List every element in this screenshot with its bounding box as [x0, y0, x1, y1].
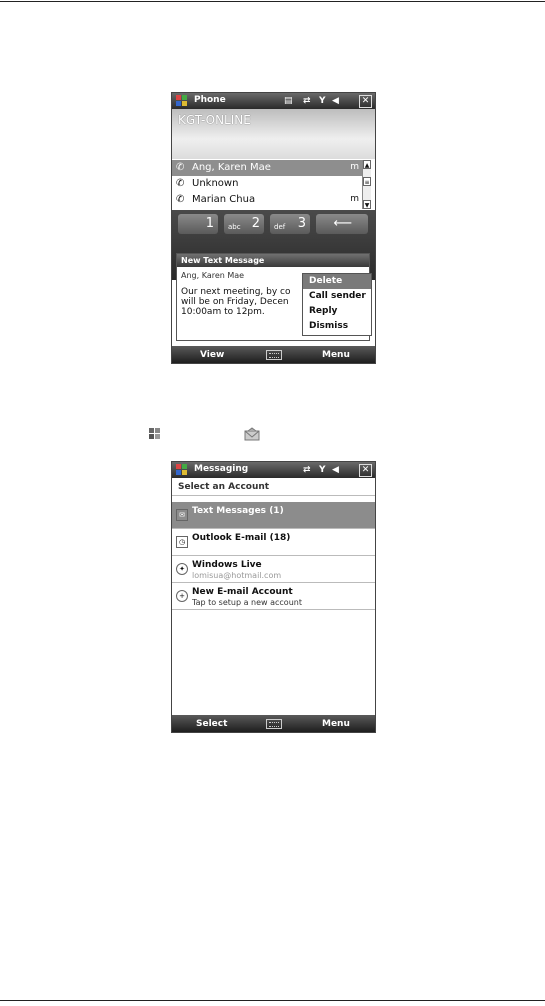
key-3[interactable]: def 3	[270, 214, 310, 234]
key-1[interactable]: 1	[178, 214, 218, 234]
top-rule	[0, 1, 545, 2]
close-icon[interactable]: ✕	[359, 95, 372, 108]
outlook-icon: ◷	[176, 536, 188, 548]
scroll-thumb[interactable]: ≡	[364, 179, 370, 186]
outgoing-call-icon: ✆	[176, 194, 185, 205]
phone-titlebar	[172, 93, 375, 109]
menu-item-call-sender[interactable]: Call sender	[309, 291, 366, 301]
phone-softkey-bar	[172, 346, 375, 363]
app-title: Phone	[194, 95, 226, 105]
messaging-icon	[244, 427, 260, 441]
signal-icon[interactable]: Y	[319, 465, 326, 475]
volume-icon[interactable]: ◀	[332, 465, 339, 475]
recent-calls-list	[172, 160, 362, 209]
connectivity-icon[interactable]: ⇄	[303, 96, 311, 106]
call-row[interactable]	[172, 192, 362, 208]
account-email: lomisua@hotmail.com	[192, 571, 282, 580]
notification-sender: Ang, Karen Mae	[181, 271, 245, 280]
signal-icon[interactable]: Y	[319, 96, 326, 106]
windows-start-icon	[148, 427, 162, 441]
carrier-name: KGT-ONLINE	[178, 113, 251, 127]
new-account-icon: +	[176, 590, 188, 602]
keyboard-status-icon[interactable]: ▤	[284, 96, 293, 106]
account-new-email[interactable]: + New E-mail Account Tap to setup a new account	[172, 583, 375, 610]
softkey-select[interactable]: Select	[196, 719, 228, 729]
messaging-titlebar	[172, 462, 375, 478]
call-name: Marian Chua	[192, 194, 256, 205]
account-hint: Tap to setup a new account	[192, 598, 302, 607]
divider	[172, 495, 375, 496]
softkey-view[interactable]: View	[200, 350, 225, 360]
carrier-banner	[172, 109, 375, 159]
context-menu	[302, 273, 372, 336]
bottom-rule	[0, 1000, 545, 1001]
connectivity-icon[interactable]: ⇄	[303, 465, 311, 475]
call-name: Unknown	[192, 178, 239, 189]
menu-item-dismiss[interactable]: Dismiss	[309, 321, 349, 331]
phone-screen	[171, 92, 376, 364]
menu-item-reply[interactable]: Reply	[309, 306, 338, 316]
backspace-key[interactable]: ⟵	[316, 214, 368, 234]
keyboard-icon[interactable]	[266, 350, 282, 360]
keyboard-icon[interactable]	[266, 719, 282, 729]
key-2[interactable]: abc 2	[224, 214, 264, 234]
scroll-down-icon[interactable]: ▼	[364, 202, 370, 209]
sms-icon: ✉	[176, 509, 188, 521]
call-tag: m	[350, 194, 359, 204]
call-tag: m	[350, 162, 359, 172]
menu-item-delete[interactable]: Delete	[303, 274, 371, 289]
notification-body: Our next meeting, by co will be on Friday, Decen 10:00am to 12pm.	[181, 287, 291, 317]
softkey-menu[interactable]: Menu	[322, 350, 350, 360]
softkey-menu[interactable]: Menu	[322, 719, 350, 729]
windows-live-icon: ✦	[176, 563, 188, 575]
app-title: Messaging	[194, 464, 249, 474]
scrollbar[interactable]	[362, 160, 371, 209]
call-row[interactable]	[172, 176, 362, 192]
messaging-softkey-bar	[172, 715, 375, 732]
call-row[interactable]	[172, 160, 362, 176]
windows-start-icon[interactable]	[175, 463, 189, 477]
account-windows-live[interactable]: ✦ Windows Live lomisua@hotmail.com	[172, 556, 375, 583]
missed-call-icon: ✆	[176, 162, 185, 173]
account-outlook-email[interactable]: ◷ Outlook E-mail (18)	[172, 529, 375, 556]
volume-icon[interactable]: ◀	[332, 96, 339, 106]
close-icon[interactable]: ✕	[359, 464, 372, 477]
call-name: Ang, Karen Mae	[192, 162, 271, 173]
scroll-up-icon[interactable]: ▲	[364, 162, 370, 169]
notification-title: New Text Message	[177, 254, 369, 267]
messaging-screen	[171, 461, 376, 733]
windows-start-icon[interactable]	[175, 94, 189, 108]
account-text-messages[interactable]: ✉ Text Messages (1)	[172, 502, 375, 529]
incoming-call-icon: ✆	[176, 178, 185, 189]
account-list-heading: Select an Account	[178, 482, 270, 492]
